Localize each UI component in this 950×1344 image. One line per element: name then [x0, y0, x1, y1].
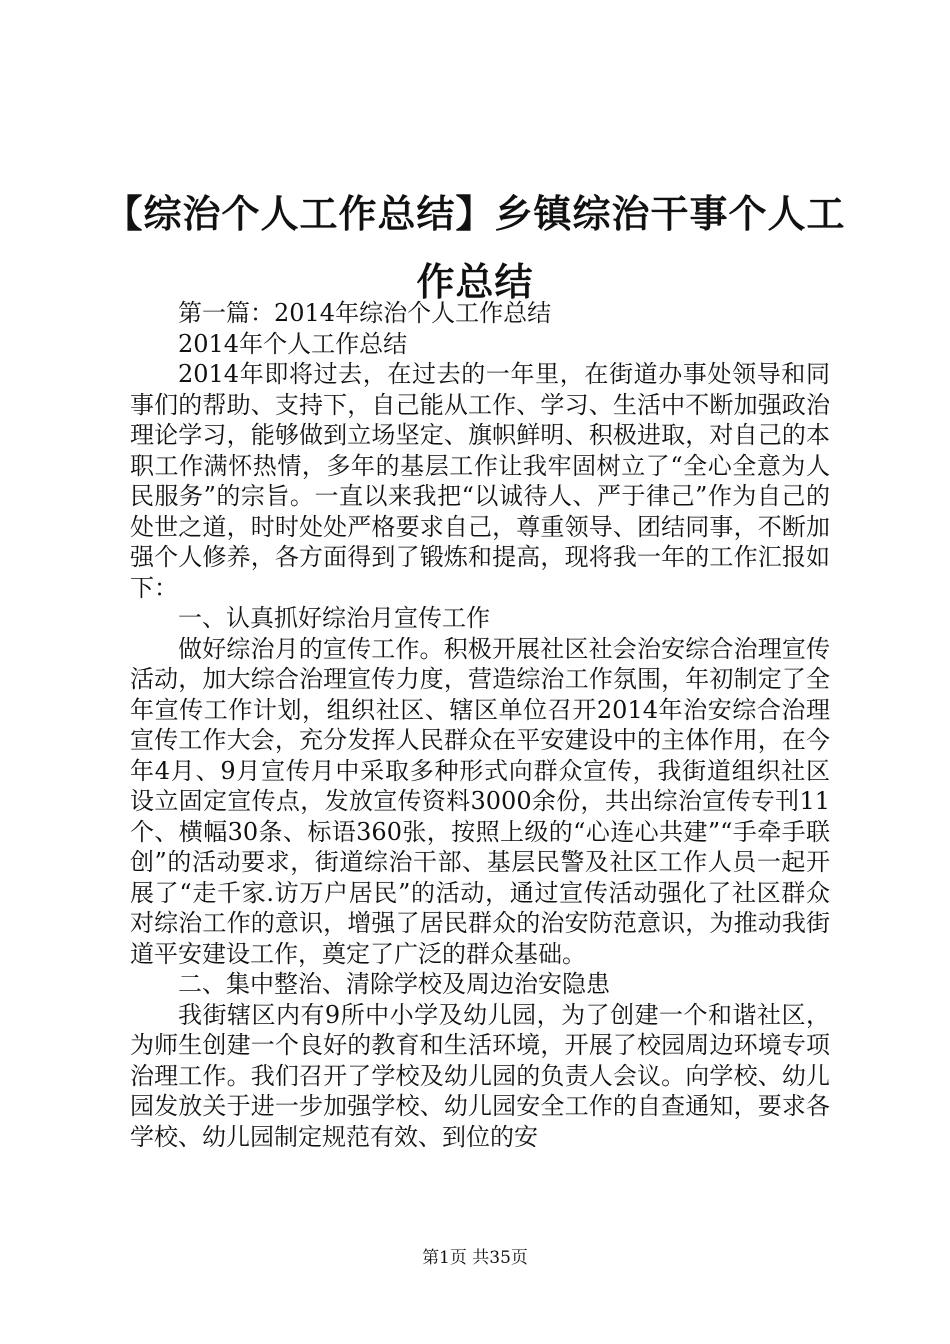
section-heading: 二、集中整治、清除学校及周边治安隐患 — [178, 970, 610, 998]
paragraph: 2014年个人工作总结 — [178, 329, 408, 358]
paragraph: 第一篇：2014年综治个人工作总结 — [178, 299, 552, 327]
paragraph: 2014年即将过去，在过去的一年里，在街道办事处领导和同事们的帮助、支持下，自己能从工作、学习、生活中不断加强政治理论学习，能够做到立场坚定、旗帜鲜明、积极进取，对自己的本职工作满怀热情，多年的基层工作让我牢固树立了“全心全意为人民服务”的宗旨。一直以来我把“以诚待人、严于律己”作为自己的处世之道，时时处处严格要求自己，尊重领导、团结同事，不断加强个人修养，各方面得到了锻炼和提高，现将我一年的工作汇报如下： — [130, 360, 830, 602]
document-body — [130, 298, 830, 1152]
page-number-footer: 第1页 共35页 — [422, 1248, 528, 1268]
document-title: 【综治个人工作总结】乡镇综治干事个人工作总结 — [104, 192, 846, 304]
paragraph: 做好综治月的宣传工作。积极开展社区社会治安综合治理宣传活动，加大综合治理宣传力度，营造综治工作氛围，年初制定了全年宣传工作计划，组织社区、辖区单位召开2014年治安综合治理宣传工作大会，充分发挥人民群众在平安建设中的主体作用，在今年4月、9月宣传月中采取多种形式向群众宣传，我街道组织社区设立固定宣传点，发放宣传资料3000余份，共出综治宣传专刊11个、横幅30条、标语360张，按照上级的“心连心共建”“手牵手联创”的活动要求，街道综治干部、基层民警及社区工作人员一起开展了“走千家.访万户居民”的活动，通过宣传活动强化了社区群众对综治工作的意识，增强了居民群众的治安防范意识，为推动我街道平安建设工作，奠定了广泛的群众基础。 — [130, 634, 830, 968]
paragraph: 我街辖区内有9所中小学及幼儿园，为了创建一个和谐社区，为师生创建一个良好的教育和生活环境，开展了校园周边环境专项治理工作。我们召开了学校及幼儿园的负责人会议。向学校、幼儿园发放关于进一步加强学校、幼儿园安全工作的自查通知，要求各学校、幼儿园制定规范有效、到位的安 — [130, 1000, 830, 1151]
section-heading: 一、认真抓好综治月宣传工作 — [178, 604, 490, 632]
